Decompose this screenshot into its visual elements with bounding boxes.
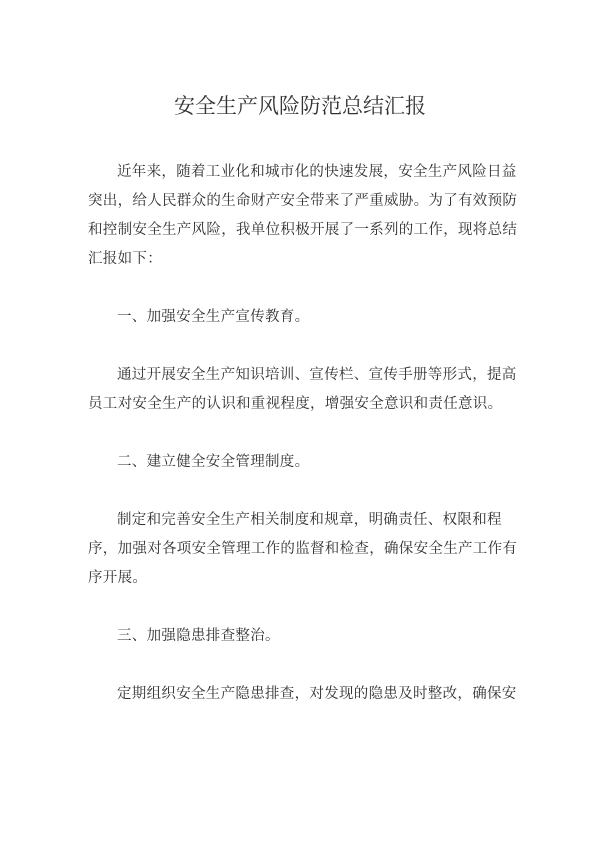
section-body-2: 制定和完善安全生产相关制度和规章，明确责任、权限和程序，加强对各项安全管理工作的监督和检查，确保安全生产工作有序开展。	[88, 512, 518, 586]
spacer	[88, 477, 518, 506]
section-body-3: 定期组织安全生产隐患排查，对发现的隐患及时整改，确保安	[117, 686, 517, 702]
intro-paragraph: 近年来，随着工业化和城市化的快速发展，安全生产风险日益突出，给人民群众的生命财产安全带来了严重威胁。为了有效预防和控制安全生产风险，我单位积极开展了一系列的工作，现将总结汇报如下：	[88, 164, 518, 267]
document-body	[88, 158, 518, 709]
spacer	[88, 332, 518, 361]
spacer	[88, 419, 518, 448]
section-heading-1: 一、加强安全生产宣传教育。	[117, 309, 310, 325]
spacer	[88, 593, 518, 622]
section-heading-2: 二、建立健全安全管理制度。	[117, 454, 310, 470]
spacer	[88, 274, 518, 303]
spacer	[88, 651, 518, 680]
document-title: 安全生产风险防范总结汇报	[174, 94, 426, 118]
section-heading-3: 三、加强隐患排查整治。	[117, 628, 280, 644]
section-body-1: 通过开展安全生产知识培训、宣传栏、宣传手册等形式，提高员工对安全生产的认识和重视程度，增强安全意识和责任意识。	[88, 367, 517, 412]
